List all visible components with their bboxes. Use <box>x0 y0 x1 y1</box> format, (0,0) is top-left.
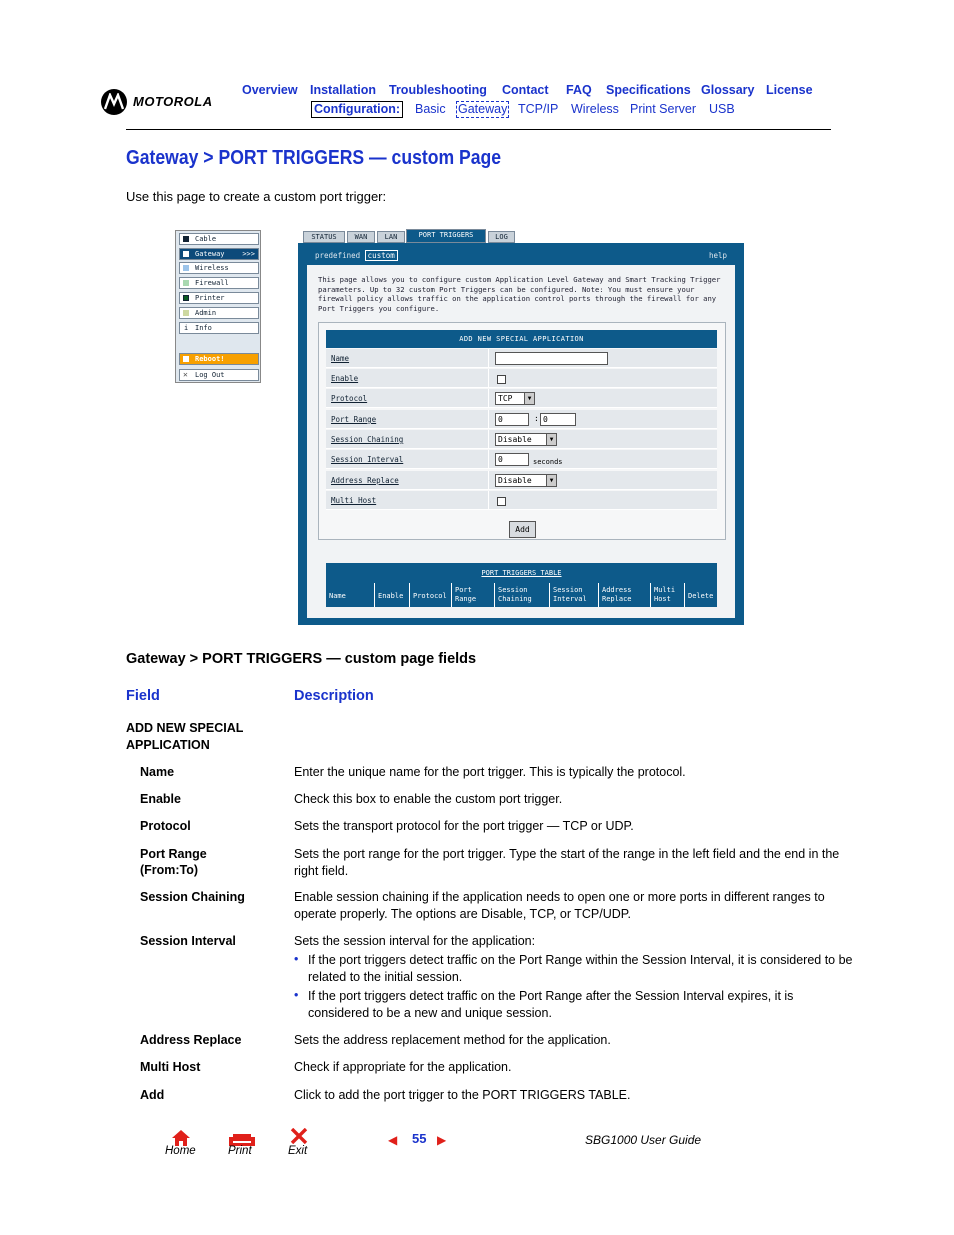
port-to-input: 0 <box>540 413 576 426</box>
tab-log: LOG <box>488 231 515 243</box>
col-delete: Delete <box>684 583 717 607</box>
col-address-replace: Address Replace <box>598 583 650 607</box>
menu-item-printer: Printer <box>179 292 259 304</box>
form-header: ADD NEW SPECIAL APPLICATION <box>326 330 717 348</box>
guide-title: SBG1000 User Guide <box>585 1133 702 1147</box>
subnav <box>315 251 398 260</box>
enable-checkbox <box>497 375 506 384</box>
field-name-add: Add <box>140 1088 165 1102</box>
col-session-interval: Session Interval <box>549 583 598 607</box>
nav-specifications[interactable]: Specifications <box>606 83 691 97</box>
brand-name: MOTOROLA <box>133 94 213 109</box>
screenshot-description: This page allows you to configure custom Application Level Gateway and Smart Tracking Trigger parameters. Up to 32 custom Port Triggers can be configured. Note: You must ensure your firewall policy allows traffic on the application control ports through the firewall for any Port Triggers you configure. <box>318 275 721 313</box>
print-label: Print <box>228 1145 252 1157</box>
next-page-icon[interactable]: ▶ <box>437 1133 447 1147</box>
config-nav <box>0 101 954 119</box>
nav-troubleshooting[interactable]: Troubleshooting <box>389 83 487 97</box>
home-button[interactable] <box>165 1128 199 1162</box>
menu-item-wireless: Wireless <box>179 262 259 274</box>
nav-contact[interactable]: Contact <box>502 83 549 97</box>
form-row-multi-host: Multi Host <box>326 491 717 510</box>
screenshot-left-menu <box>175 230 261 383</box>
menu-item-gateway: Gateway >>> <box>179 248 259 260</box>
col-port-range: Port Range <box>451 583 494 607</box>
col-enable: Enable <box>374 583 408 607</box>
field-name-enable: Enable <box>140 792 181 806</box>
tab-wan: WAN <box>347 231 375 243</box>
nav-glossary[interactable]: Glossary <box>701 83 755 97</box>
field-desc-multi-host: Check if appropriate for the application. <box>294 1060 512 1074</box>
group-heading: ADD NEW SPECIAL APPLICATION <box>126 721 244 752</box>
description-column-header: Description <box>294 688 374 704</box>
nav-print-server[interactable]: Print Server <box>630 102 696 116</box>
tab-port-triggers: PORT TRIGGERS <box>406 229 486 243</box>
intro-text: Use this page to create a custom port trigger: <box>126 189 387 204</box>
multi-host-checkbox <box>497 497 506 506</box>
nav-faq[interactable]: FAQ <box>566 83 592 97</box>
section-title: Gateway > PORT TRIGGERS — custom page fields <box>126 651 477 667</box>
tab-lan: LAN <box>377 231 405 243</box>
form-row-port-range: Port Range 0 : 0 <box>326 410 717 429</box>
seconds-label: seconds <box>533 458 563 466</box>
field-desc-protocol: Sets the transport protocol for the port trigger — TCP or UDP. <box>294 819 634 833</box>
bullet-icon: • <box>294 952 299 966</box>
form-row-address-replace: Address Replace Disable ▼ <box>326 471 717 490</box>
table-header <box>326 583 717 607</box>
port-colon: : <box>534 414 539 423</box>
nav-overview[interactable]: Overview <box>242 83 298 97</box>
session-interval-input: 0 <box>495 453 529 466</box>
form-row-session-chaining: Session Chaining Disable ▼ <box>326 430 717 449</box>
nav-configuration[interactable]: Configuration: <box>311 101 403 118</box>
nav-license[interactable]: License <box>766 83 813 97</box>
field-desc-name: Enter the unique name for the port trigger. This is typically the protocol. <box>294 765 686 779</box>
menu-item-cable: Cable <box>179 233 259 245</box>
col-session-chaining: Session Chaining <box>494 583 549 607</box>
menu-item-logout: ✕ Log Out <box>179 369 259 381</box>
field-desc-port-range: Sets the port range for the port trigger. Type the start of the range in the left field and the end in the right field. <box>294 847 840 878</box>
field-name-name: Name <box>140 765 175 779</box>
col-multi-host: Multi Host <box>650 583 684 607</box>
field-desc-session-interval: Sets the session interval for the application: <box>294 934 536 948</box>
nav-wireless[interactable]: Wireless <box>571 102 619 116</box>
menu-item-firewall: Firewall <box>179 277 259 289</box>
nav-basic[interactable]: Basic <box>415 102 446 116</box>
page-title: Gateway > PORT TRIGGERS — custom Page <box>126 147 502 169</box>
field-desc-session-chaining: Enable session chaining if the application needs to open one or more ports in different ranges to operate properly. The options are Disable, TCP, or TCP/UDP. <box>294 890 825 921</box>
subnav-custom: custom <box>365 250 398 261</box>
table-title: PORT TRIGGERS TABLE <box>481 569 562 577</box>
form-row-enable: Enable <box>326 369 717 388</box>
form-row-name: Name <box>326 349 717 368</box>
field-column-header: Field <box>126 688 160 704</box>
exit-label: Exit <box>288 1145 308 1157</box>
address-replace-select: Disable ▼ <box>495 474 557 487</box>
field-desc-enable: Check this box to enable the custom port trigger. <box>294 792 563 806</box>
field-name-protocol: Protocol <box>140 819 191 833</box>
top-nav <box>0 83 954 99</box>
menu-item-reboot: Reboot! <box>179 353 259 365</box>
nav-usb[interactable]: USB <box>709 102 735 116</box>
field-name-session-chaining: Session Chaining <box>140 890 245 904</box>
nav-gateway[interactable]: Gateway <box>458 102 508 116</box>
subnav-predefined: predefined <box>315 251 361 260</box>
bullet-icon: • <box>294 988 299 1002</box>
menu-item-info: i Info <box>179 322 259 334</box>
field-name-address-replace: Address Replace <box>140 1033 242 1047</box>
subnav-help: help <box>709 251 728 260</box>
previous-page-icon[interactable]: ◀ <box>388 1133 398 1147</box>
col-protocol: Protocol <box>409 583 451 607</box>
port-from-input: 0 <box>495 413 529 426</box>
exit-button[interactable] <box>286 1126 316 1162</box>
tab-status: STATUS <box>303 231 345 243</box>
close-icon <box>290 1128 308 1144</box>
field-name-multi-host: Multi Host <box>140 1060 201 1074</box>
session-interval-bullet-2: If the port triggers detect traffic on the Port Range after the Session Interval expires, it is considered to be a new and unique session. <box>308 989 794 1020</box>
session-chaining-select: Disable ▼ <box>495 433 557 446</box>
nav-tcpip[interactable]: TCP/IP <box>518 102 559 116</box>
field-name-port-range: Port Range (From:To) <box>140 847 207 877</box>
page-number: 55 <box>412 1131 427 1146</box>
field-desc-add: Click to add the port trigger to the PORT TRIGGERS TABLE. <box>294 1088 631 1102</box>
print-button[interactable] <box>227 1128 261 1162</box>
field-desc-address-replace: Sets the address replacement method for the application. <box>294 1033 611 1047</box>
form-row-protocol: Protocol TCP ▼ <box>326 389 717 408</box>
col-name: Name <box>329 592 346 600</box>
home-label: Home <box>165 1145 196 1157</box>
form-row-session-interval: Session Interval 0 seconds <box>326 450 717 469</box>
nav-installation[interactable]: Installation <box>310 83 376 97</box>
header-divider <box>126 129 831 130</box>
protocol-select: TCP ▼ <box>495 392 535 405</box>
screenshot-add-button: Add <box>509 521 536 538</box>
session-interval-bullet-1: If the port triggers detect traffic on the Port Range within the Session Interval, it is considered to be related to the initial session. <box>308 953 853 984</box>
menu-item-admin: Admin <box>179 307 259 319</box>
name-input <box>495 352 608 365</box>
field-name-session-interval: Session Interval <box>140 934 236 948</box>
